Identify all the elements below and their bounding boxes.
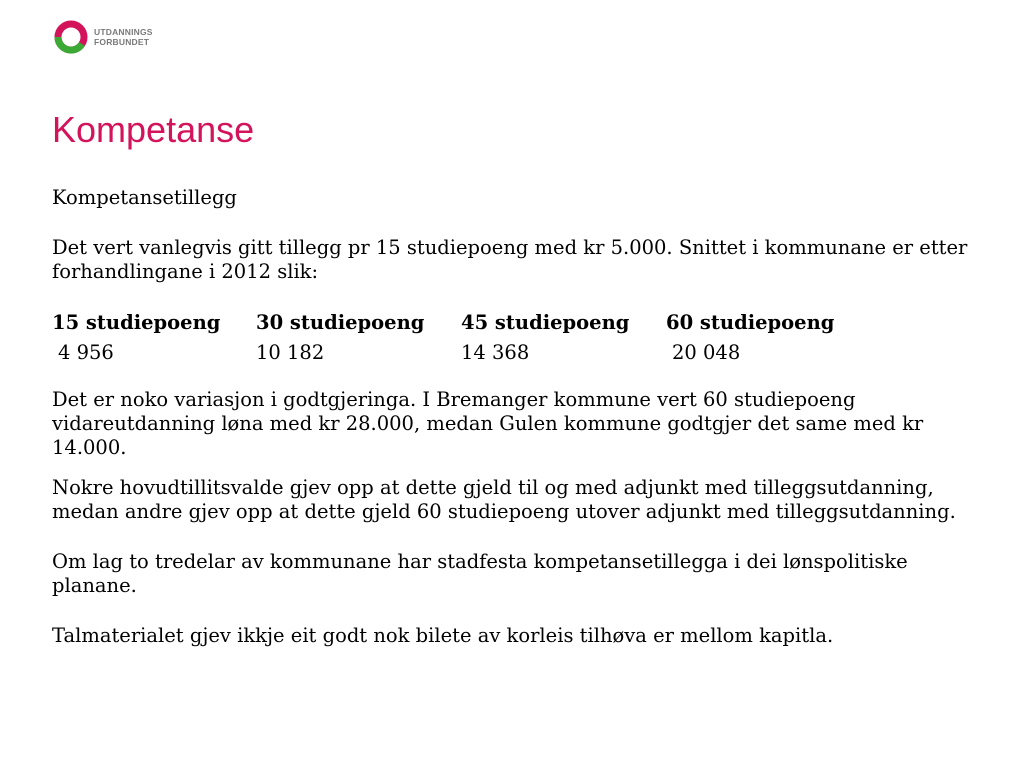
table-header-cell: 60 studiepoeng bbox=[666, 311, 835, 334]
table-value-cell: 4 956 bbox=[58, 341, 114, 364]
table-header-cell: 30 studiepoeng bbox=[256, 311, 425, 334]
subtitle: Kompetansetillegg bbox=[52, 186, 237, 209]
logo-line-2: FORBUNDET bbox=[94, 37, 150, 47]
table-value-cell: 10 182 bbox=[256, 341, 325, 364]
table-header-cell: 15 studiepoeng bbox=[52, 311, 221, 334]
logo-text bbox=[94, 27, 153, 47]
page-title: Kompetanse bbox=[52, 109, 255, 150]
table-value-cell: 20 048 bbox=[672, 341, 741, 364]
paragraph-lonspolitiske: Om lag to tredelar av kommunane har stadfesta kompetansetillegga i dei lønspolitiske planane. bbox=[52, 550, 908, 597]
intro-paragraph: Det vert vanlegvis gitt tillegg pr 15 studiepoeng med kr 5.000. Snittet i kommunane er etter forhandlingane i 2012 slik: bbox=[52, 236, 968, 283]
paragraph-talmaterialet: Talmaterialet gjev ikkje eit godt nok bilete av korleis tilhøva er mellom kapitla. bbox=[52, 624, 834, 647]
logo-line-1: UTDANNINGS bbox=[94, 27, 153, 37]
table-value-cell: 14 368 bbox=[461, 341, 530, 364]
utdanningsforbundet-logo bbox=[52, 18, 182, 62]
paragraph-hovudtillitsvalde: Nokre hovudtillitsvalde gjev opp at dette gjeld til og med adjunkt med tilleggsutdanning, medan andre gjev opp at dette gjeld 60 studiepoeng utover adjunkt med tilleggsutdanning. bbox=[52, 476, 956, 523]
studiepoeng-table bbox=[52, 308, 992, 368]
table-header-cell: 45 studiepoeng bbox=[461, 311, 630, 334]
slide-body bbox=[52, 186, 992, 648]
paragraph-variation: Det er noko variasjon i godtgjeringa. I Bremanger kommune vert 60 studiepoeng vidareutdanning løna med kr 28.000, medan Gulen kommune godtgjer det same med kr 14.000. bbox=[52, 388, 924, 459]
logo-ring-icon bbox=[52, 18, 90, 56]
